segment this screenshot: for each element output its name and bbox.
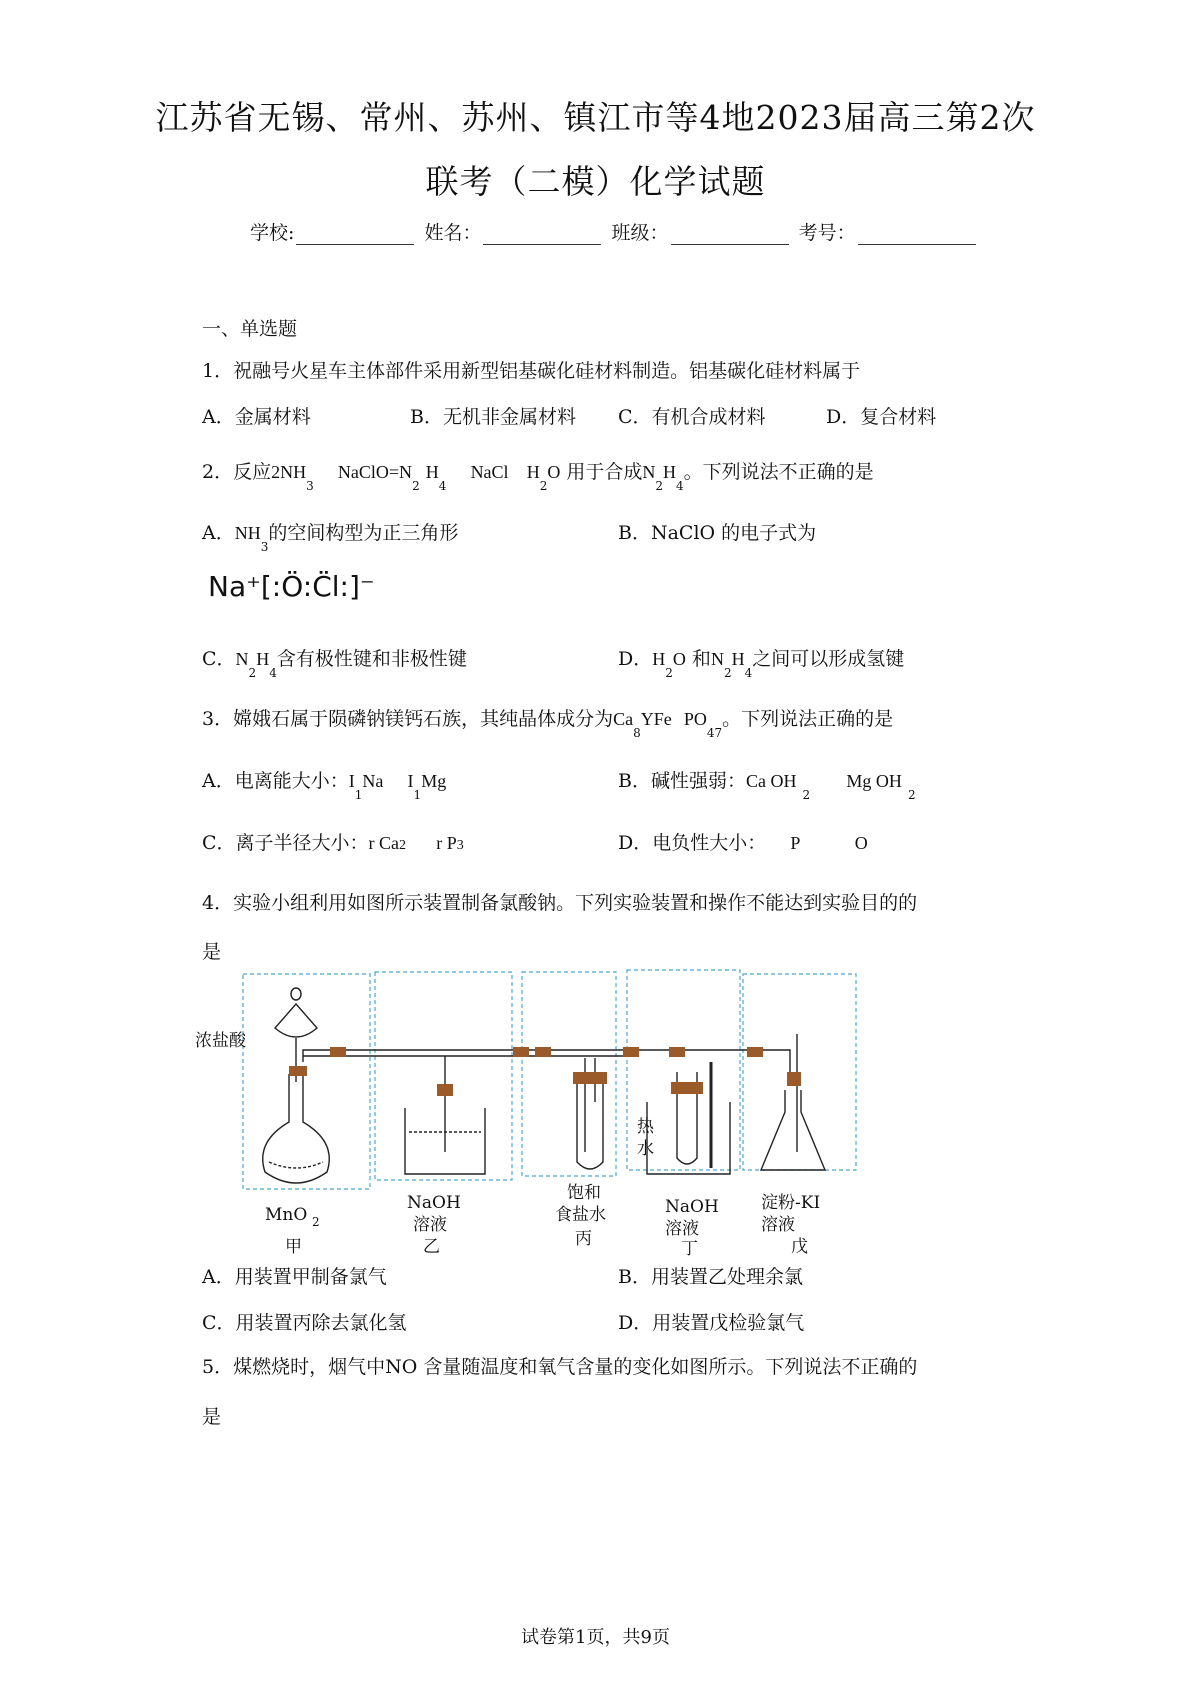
q5-stem-line2: 是: [202, 1406, 222, 1428]
q3-option-a: A．电离能大小：$I_1Na$ $I_1Mg$: [202, 770, 447, 802]
tube-connectors: [289, 1047, 801, 1096]
q3-stem: 3．嫦娥石属于陨磷钠镁钙石族，其纯晶体成分为$Ca_8YFe$ $PO_{47}$。下列说法正确的是: [202, 708, 894, 740]
exam-title-line1: 江苏省无锡、常州、苏州、镇江市等4地2023届高三第2次: [155, 98, 1036, 137]
svg-text:MnO: MnO: [265, 1205, 308, 1225]
school-label: 学校:: [250, 222, 295, 244]
student-info-row: [250, 218, 980, 245]
q5-stem-line1: 5．煤燃烧时，烟气中NO 含量随温度和氧气含量的变化如图所示。下列说法不正确的: [202, 1356, 918, 1378]
svg-text:NaOH: NaOH: [407, 1193, 461, 1213]
svg-text:溶液: 溶液: [761, 1215, 795, 1235]
q1-option-d: D．复合材料: [826, 406, 937, 428]
q1-stem: 1．祝融号火星车主体部件采用新型铝基碳化硅材料制造。铝基碳化硅材料属于: [202, 360, 861, 382]
svg-text:饱和: 饱和: [567, 1183, 601, 1203]
q4-option-b: B．用装置乙处理余氯: [618, 1266, 803, 1288]
svg-text:溶液: 溶液: [413, 1215, 447, 1235]
svg-text:水: 水: [637, 1139, 654, 1159]
apparatus-labels: [195, 1031, 820, 1259]
exam-no-label: 考号：: [798, 222, 856, 244]
svg-text:浓盐酸: 浓盐酸: [195, 1031, 246, 1051]
q2-option-a: A．$NH_3$的空间构型为正三角形: [202, 522, 459, 554]
svg-text:戊: 戊: [791, 1237, 808, 1257]
q3-option-c: C．离子半径大小：r Ca2 r P3: [202, 832, 464, 854]
q1-option-b: B．无机非金属材料: [410, 406, 576, 428]
svg-text:NaOH: NaOH: [665, 1197, 719, 1217]
apparatus-diagram: [195, 962, 865, 1260]
svg-text:溶液: 溶液: [665, 1219, 699, 1239]
exam-title-line2: 联考（二模）化学试题: [425, 162, 766, 201]
section-title: 一、单选题: [202, 318, 298, 340]
name-label: 姓名：: [424, 222, 482, 244]
q2-option-c: C．$N_2H_4$含有极性键和非极性键: [202, 648, 467, 680]
name-blank: [483, 226, 601, 245]
q2-option-d: D．$H_2O$ 和$N_2H_4$之间可以形成氢键: [618, 648, 905, 680]
q3-option-b: B．碱性强弱：Ca OH $_2$ Mg OH $_2$: [618, 770, 916, 802]
q4-option-c: C．用装置丙除去氯化氢: [202, 1312, 407, 1334]
q1-option-a: A．金属材料: [202, 406, 311, 428]
class-label: 班级：: [611, 222, 669, 244]
svg-text:淀粉-KI: 淀粉-KI: [761, 1193, 821, 1213]
q1-option-c: C．有机合成材料: [618, 406, 766, 428]
svg-text:食盐水: 食盐水: [555, 1205, 606, 1225]
glassware: [263, 988, 825, 1183]
exam-no-blank: [858, 226, 976, 245]
class-blank: [671, 226, 789, 245]
naclo-electron-formula: Na⁺[:Ö:C̈l:]⁻: [208, 570, 375, 603]
q4-stem-line1: 4．实验小组利用如图所示装置制备氯酸钠。下列实验装置和操作不能达到实验目的的: [202, 892, 918, 914]
svg-text:丁: 丁: [681, 1239, 698, 1259]
q4-option-d: D．用装置戊检验氯气: [618, 1312, 805, 1334]
svg-text:乙: 乙: [423, 1237, 440, 1257]
page-footer: 试卷第1页，共9页: [521, 1627, 670, 1648]
q2-option-b: B．NaClO 的电子式为: [618, 522, 817, 544]
svg-text:丙: 丙: [575, 1229, 592, 1249]
svg-text:热: 热: [637, 1117, 654, 1137]
q3-option-d: D．电负性大小： P O: [618, 832, 868, 854]
q2-stem: 2．反应$2NH_3$ $NaClO=N_2$ $H_4$ NaCl $H_2O$ 用于合成$N_2H_4$。下列说法不正确的是: [202, 461, 874, 493]
apparatus-frames: [243, 970, 856, 1189]
school-blank: [296, 226, 414, 245]
q4-option-a: A．用装置甲制备氯气: [202, 1266, 387, 1288]
svg-text:2: 2: [312, 1215, 320, 1229]
q4-stem-line2: 是: [202, 941, 222, 963]
svg-text:甲: 甲: [285, 1237, 302, 1257]
